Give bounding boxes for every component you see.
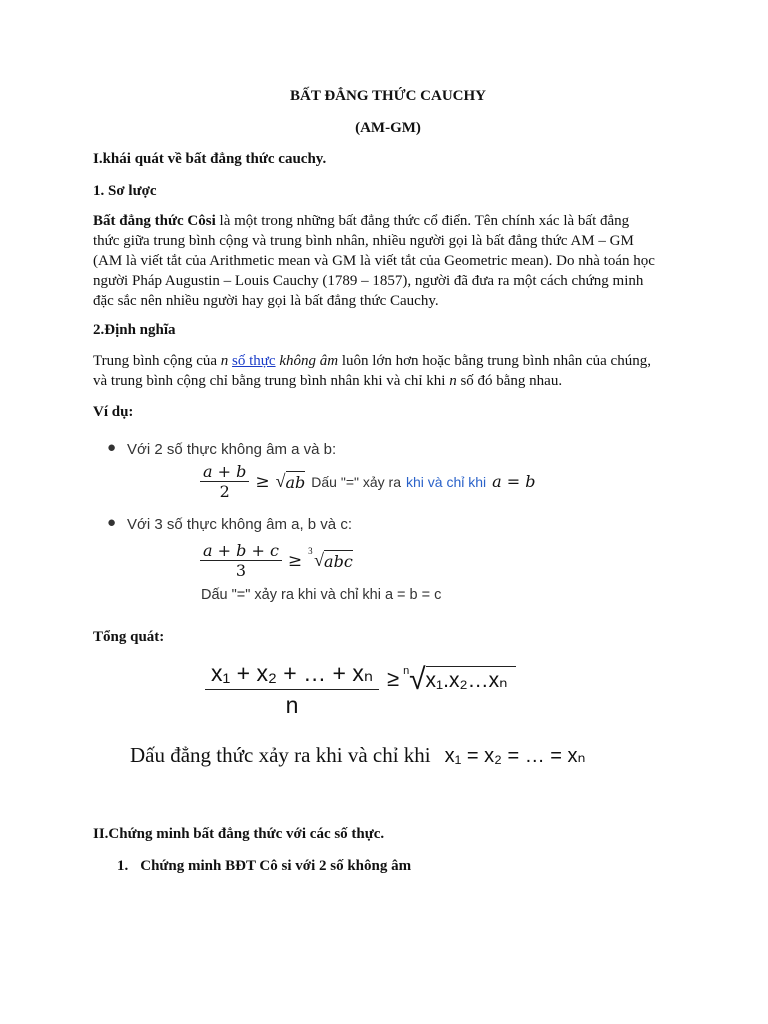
real-number-link[interactable]: số thực (232, 353, 276, 369)
sub1-heading: 1. Sơ lược (93, 183, 157, 199)
eq1-condition-equality: a = b (492, 472, 536, 491)
bullet-dot-1: ● (107, 440, 117, 456)
definition-paragraph (93, 351, 683, 391)
general-condition-equality: x₁ = x₂ = … = xₙ (444, 745, 586, 767)
def-line2-n: n (449, 373, 457, 389)
section2-heading: II.Chứng minh bất đẳng thức với các số thực. (93, 826, 385, 842)
general-condition (130, 743, 585, 768)
bullet-1-text: Với 2 số thực không âm a và b: (127, 441, 337, 458)
eq1-condition: Dấu "=" xảy ra (311, 473, 401, 490)
example-heading: Ví dụ: (93, 404, 134, 420)
proof-list-item (117, 858, 411, 875)
general-root-index: n (403, 664, 410, 677)
def-n: n (220, 353, 229, 369)
eq1-fraction (200, 462, 249, 501)
overview-line-3: (AM là viết tắt của Arithmetic mean và GM là viết tắt của Geometric mean). Do nhà toán học (93, 253, 655, 269)
general-relation: ≥ (387, 665, 400, 691)
overview-line-4: người Pháp Augustin – Louis Cauchy (1789 – 1857), người đã đưa ra một cách chứng minh (93, 273, 644, 289)
proof-item-text: Chứng minh BĐT Cô si với 2 số không âm (140, 858, 412, 874)
equation-1 (200, 462, 536, 501)
sub2-heading: 2.Định nghĩa (93, 322, 176, 338)
eq1-radicand: ab (285, 473, 306, 492)
proof-item-number: 1. (117, 858, 129, 874)
sqrt-icon: √ (275, 471, 286, 491)
eq2-denominator: 3 (235, 561, 247, 580)
eq2-radicand: abc (324, 552, 353, 571)
equation-2 (200, 541, 353, 580)
def-line2-b: số đó bằng nhau. (456, 373, 563, 389)
general-formula (205, 660, 516, 719)
overview-bold-term: Bất đẳng thức Côsi (93, 213, 216, 229)
general-condition-text: Dấu đẳng thức xảy ra khi và chỉ khi (130, 743, 431, 767)
general-heading: Tổng quát: (93, 629, 165, 645)
bullet-2-text: Với 3 số thực không âm a, b và c: (127, 516, 352, 533)
eq1-numerator: a + b (200, 462, 249, 482)
overview-line-2: thức giữa trung bình cộng và trung bình nhân, nhiều người gọi là bất đẳng thức AM – GM (93, 233, 634, 249)
bullet-dot-2: ● (107, 515, 117, 531)
def-line2-a: và trung bình cộng chỉ bằng trung bình nhân khi và chỉ khi (93, 373, 450, 389)
eq2-numerator: a + b + c (200, 541, 282, 561)
eq2-relation: ≥ (287, 550, 303, 571)
eq1-denominator: 2 (219, 482, 230, 501)
def-text-2: luôn lớn hơn hoặc bằng trung bình nhân của chúng, (338, 353, 651, 369)
nth-root-icon: n √ (403, 662, 426, 696)
eq2-fraction (200, 541, 282, 580)
doc-subtitle: (AM-GM) (355, 120, 421, 136)
eq2-condition: Dấu "=" xảy ra khi và chỉ khi a = b = c (201, 587, 442, 603)
def-nonneg: không âm (279, 353, 339, 369)
eq2-root-index: 3 (308, 546, 313, 556)
overview-line-5: đặc sắc nên nhiều người hay gọi là bất đẳng thức Cauchy. (93, 293, 439, 309)
cube-root-icon: 3 √ (308, 546, 325, 570)
eq1-relation: ≥ (255, 471, 270, 492)
general-denominator: n (285, 692, 299, 718)
general-radicand: x₁.x₂…xₙ (426, 666, 516, 693)
iff-link[interactable]: khi và chỉ khi (405, 473, 487, 490)
overview-line-1: là một trong những bất đẳng thức cổ điển. Tên chính xác là bất đẳng (215, 213, 630, 229)
section1-heading: I.khái quát về bất đẳng thức cauchy. (93, 151, 327, 167)
def-text-1: Trung bình cộng của (93, 353, 221, 369)
doc-title: BẤT ĐẲNG THỨC CAUCHY (290, 88, 486, 104)
general-numerator: x₁ + x₂ + … + xₙ (205, 660, 379, 690)
overview-paragraph (93, 211, 683, 311)
general-fraction (205, 660, 379, 719)
